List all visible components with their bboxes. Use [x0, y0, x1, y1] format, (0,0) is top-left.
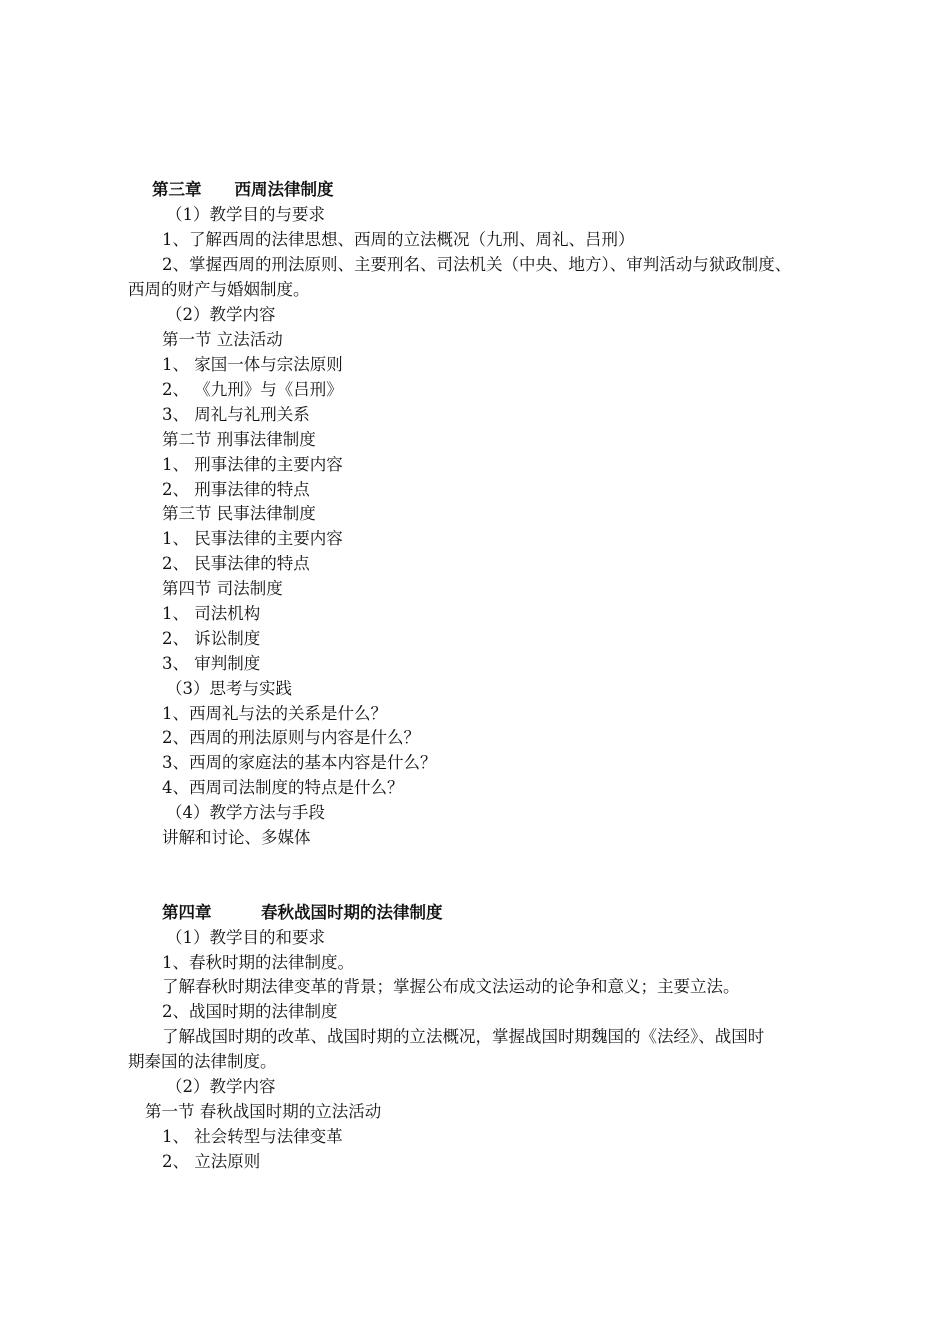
- list-item: 3、 周礼与礼刑关系: [162, 405, 310, 424]
- subsection-title: 第四节 司法制度: [162, 579, 283, 598]
- section-heading: （2）教学内容: [166, 1077, 276, 1096]
- list-item: 2、 民事法律的特点: [162, 554, 310, 573]
- chapter-heading: 第三章 西周法律制度: [152, 180, 334, 199]
- subsection-title: 第三节 民事法律制度: [162, 504, 316, 523]
- subsection-title: 第二节 刑事法律制度: [162, 430, 316, 449]
- list-item: 2、西周的刑法原则与内容是什么？: [162, 728, 420, 747]
- section-heading: （3）思考与实践: [166, 679, 292, 698]
- list-item: 2、掌握西周的刑法原则、主要刑名、司法机关（中央、地方）、审判活动与狱政制度、: [162, 255, 792, 274]
- paragraph-continuation: 西周的财产与婚姻制度。: [128, 280, 310, 299]
- section-heading: （4）教学方法与手段: [166, 803, 325, 822]
- paragraph: 讲解和讨论、多媒体: [162, 828, 311, 847]
- list-item: 1、春秋时期的法律制度。: [162, 953, 354, 972]
- list-item: 2、战国时期的法律制度: [162, 1002, 338, 1021]
- list-item: 1、 民事法律的主要内容: [162, 529, 343, 548]
- list-item: 1、 家国一体与宗法原则: [162, 355, 343, 374]
- section-heading: （1）教学目的和要求: [166, 928, 325, 947]
- list-item: 1、 刑事法律的主要内容: [162, 455, 343, 474]
- list-item: 4、西周司法制度的特点是什么？: [162, 778, 404, 797]
- paragraph-continuation: 期秦国的法律制度。: [128, 1052, 277, 1071]
- list-item: 2、 立法原则: [162, 1152, 261, 1171]
- list-item: 2、 刑事法律的特点: [162, 480, 310, 499]
- list-item: 1、了解西周的法律思想、西周的立法概况（九刑、周礼、吕刑）: [162, 230, 635, 249]
- section-heading: （1）教学目的与要求: [166, 205, 325, 224]
- paragraph: 了解战国时期的改革、战国时期的立法概况，掌握战国时期魏国的《法经》、战国时: [162, 1027, 765, 1046]
- chapter-heading: 第四章 春秋战国时期的法律制度: [162, 903, 443, 922]
- list-item: 3、 审判制度: [162, 654, 261, 673]
- subsection-title: 第一节 立法活动: [162, 330, 283, 349]
- list-item: 3、西周的家庭法的基本内容是什么？: [162, 753, 437, 772]
- list-item: 1、西周礼与法的关系是什么？: [162, 704, 387, 723]
- list-item: 2、 《九刑》与《吕刑》: [162, 380, 343, 399]
- list-item: 1、 司法机构: [162, 604, 261, 623]
- list-item: 1、 社会转型与法律变革: [162, 1127, 343, 1146]
- subsection-title: 第一节 春秋战国时期的立法活动: [145, 1102, 382, 1121]
- section-heading: （2）教学内容: [166, 305, 276, 324]
- list-item: 2、 诉讼制度: [162, 629, 261, 648]
- paragraph: 了解春秋时期法律变革的背景；掌握公布成文法运动的论争和意义；主要立法。: [162, 977, 740, 996]
